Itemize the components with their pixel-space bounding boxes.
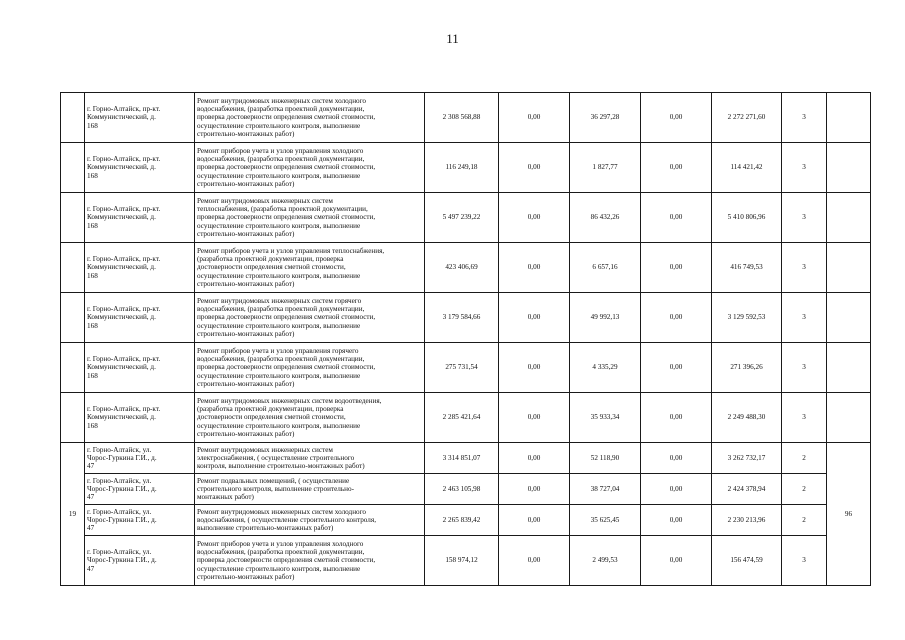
table-row <box>61 93 871 143</box>
fund-a-cell: 0,00 <box>499 93 570 143</box>
fund-b-cell: 36 297,28 <box>570 93 641 143</box>
fund-c-cell: 0,00 <box>641 293 712 343</box>
fund-b-cell: 35 933,34 <box>570 393 641 443</box>
total-cost-cell: 3 314 851,07 <box>425 443 499 474</box>
address-cell: г. Горно-Алтайск, ул. Чорос-Гуркина Г.И., д. 47 <box>85 505 195 536</box>
table-row <box>61 505 871 536</box>
total-cell-empty <box>827 393 871 443</box>
fund-a-cell: 0,00 <box>499 536 570 586</box>
fund-b-cell: 35 625,45 <box>570 505 641 536</box>
work-description-cell: Ремонт приборов учета и узлов управления холодного водоснабжения, (разработка проектной документации, проверка достоверности определения сметной стоимости, осуществление строительного контроля, выполнение строительно-монтажных работ) <box>195 536 425 586</box>
work-description-cell: Ремонт внутридомовых инженерных систем горячего водоснабжения, (разработка проектной документации, проверка достоверности определения сметной стоимости, осуществление строительного контроля, выполнение строительно-монтажных работ) <box>195 293 425 343</box>
fund-b-cell: 49 992,13 <box>570 293 641 343</box>
total-cost-cell: 3 179 584,66 <box>425 293 499 343</box>
fund-a-cell: 0,00 <box>499 193 570 243</box>
row-number-cell-empty <box>61 143 85 193</box>
method-cell: 3 <box>782 243 827 293</box>
total-cell-empty <box>827 343 871 393</box>
fund-c-cell: 0,00 <box>641 193 712 243</box>
table-row <box>61 443 871 474</box>
fund-a-cell: 0,00 <box>499 443 570 474</box>
total-cost-cell: 2 265 839,42 <box>425 505 499 536</box>
method-cell: 3 <box>782 193 827 243</box>
total-cost-cell: 116 249,18 <box>425 143 499 193</box>
work-description-cell: Ремонт внутридомовых инженерных систем холодного водоснабжения, (разработка проектной документации, проверка достоверности определения сметной стоимости, осуществление строительного контроля, выполнение строительно-монтажных работ) <box>195 93 425 143</box>
method-cell: 3 <box>782 93 827 143</box>
repair-table <box>60 92 871 586</box>
table-row <box>61 293 871 343</box>
fund-a-cell: 0,00 <box>499 505 570 536</box>
fund-c-cell: 0,00 <box>641 393 712 443</box>
total-cell-empty <box>827 93 871 143</box>
address-cell: г. Горно-Алтайск, ул. Чорос-Гуркина Г.И., д. 47 <box>85 443 195 474</box>
fund-b-cell: 2 499,53 <box>570 536 641 586</box>
row-number-cell-empty <box>61 343 85 393</box>
fund-c-cell: 0,00 <box>641 243 712 293</box>
table-row <box>61 536 871 586</box>
table-row <box>61 243 871 293</box>
address-cell: г. Горно-Алтайск, пр-кт. Коммунистический, д. 168 <box>85 93 195 143</box>
row-number-cell-empty <box>61 93 85 143</box>
row-number-cell-empty <box>61 293 85 343</box>
work-description-cell: Ремонт приборов учета и узлов управления горячего водоснабжения, (разработка проектной документации, проверка достоверности определения сметной стоимости, осуществление строительного контроля, выполнение строительно-монтажных работ) <box>195 343 425 393</box>
fund-b-cell: 86 432,26 <box>570 193 641 243</box>
total-cost-cell: 275 731,54 <box>425 343 499 393</box>
address-cell: г. Горно-Алтайск, пр-кт. Коммунистический, д. 168 <box>85 293 195 343</box>
method-cell: 3 <box>782 143 827 193</box>
fund-a-cell: 0,00 <box>499 474 570 505</box>
fund-c-cell: 0,00 <box>641 143 712 193</box>
owners-funds-cell: 2 424 378,94 <box>712 474 782 505</box>
page-number: 11 <box>446 31 459 46</box>
total-cell-empty <box>827 243 871 293</box>
work-description-cell: Ремонт внутридомовых инженерных систем электроснабжения, ( осуществление строительного контроля, выполнение строительно-монтажных работ) <box>195 443 425 474</box>
row-number-cell-empty <box>61 243 85 293</box>
fund-c-cell: 0,00 <box>641 343 712 393</box>
work-description-cell: Ремонт приборов учета и узлов управления холодного водоснабжения, (разработка проектной документации, проверка достоверности определения сметной стоимости, осуществление строительного контроля, выполнение строительно-монтажных работ) <box>195 143 425 193</box>
row-number-cell: 19 <box>61 443 85 586</box>
work-description-cell: Ремонт внутридомовых инженерных систем водоотведения, (разработка проектной документации, проверка достоверности определения сметной стоимости, осуществление строительного контроля, выполнение строительно-монтажных работ) <box>195 393 425 443</box>
total-cell-empty <box>827 193 871 243</box>
work-description-cell: Ремонт приборов учета и узлов управления теплоснабжения, (разработка проектной документации, проверка достоверности определения сметной стоимости, осуществление строительного контроля, выполнение строительно-монтажных работ) <box>195 243 425 293</box>
table-row <box>61 393 871 443</box>
fund-a-cell: 0,00 <box>499 343 570 393</box>
total-cell-empty <box>827 293 871 343</box>
total-cost-cell: 2 308 568,88 <box>425 93 499 143</box>
owners-funds-cell: 5 410 806,96 <box>712 193 782 243</box>
fund-a-cell: 0,00 <box>499 393 570 443</box>
table-row <box>61 143 871 193</box>
owners-funds-cell: 156 474,59 <box>712 536 782 586</box>
fund-b-cell: 1 827,77 <box>570 143 641 193</box>
fund-b-cell: 52 118,90 <box>570 443 641 474</box>
fund-a-cell: 0,00 <box>499 293 570 343</box>
address-cell: г. Горно-Алтайск, пр-кт. Коммунистический, д. 168 <box>85 243 195 293</box>
method-cell: 2 <box>782 474 827 505</box>
total-cost-cell: 5 497 239,22 <box>425 193 499 243</box>
work-description-cell: Ремонт подвальных помещений, ( осуществление строительного контроля, выполнение строительно- монтажных работ) <box>195 474 425 505</box>
total-cost-cell: 158 974,12 <box>425 536 499 586</box>
method-cell: 3 <box>782 536 827 586</box>
owners-funds-cell: 114 421,42 <box>712 143 782 193</box>
method-cell: 2 <box>782 443 827 474</box>
fund-c-cell: 0,00 <box>641 93 712 143</box>
owners-funds-cell: 2 272 271,60 <box>712 93 782 143</box>
address-cell: г. Горно-Алтайск, ул. Чорос-Гуркина Г.И., д. 47 <box>85 536 195 586</box>
total-cost-cell: 2 285 421,64 <box>425 393 499 443</box>
owners-funds-cell: 2 249 488,30 <box>712 393 782 443</box>
fund-a-cell: 0,00 <box>499 243 570 293</box>
total-cost-cell: 423 406,69 <box>425 243 499 293</box>
owners-funds-cell: 271 396,26 <box>712 343 782 393</box>
table-row <box>61 474 871 505</box>
address-cell: г. Горно-Алтайск, ул. Чорос-Гуркина Г.И., д. 47 <box>85 474 195 505</box>
work-description-cell: Ремонт внутридомовых инженерных систем теплоснабжения, (разработка проектной документации, проверка достоверности определения сметной стоимости, осуществление строительного контроля, выполнение строительно-монтажных работ) <box>195 193 425 243</box>
method-cell: 3 <box>782 393 827 443</box>
owners-funds-cell: 3 262 732,17 <box>712 443 782 474</box>
work-description-cell: Ремонт внутридомовых инженерных систем холодного водоснабжения, ( осуществление строительного контроля, выполнение строительно-монтажных работ) <box>195 505 425 536</box>
table-row <box>61 343 871 393</box>
total-cell-empty <box>827 143 871 193</box>
fund-b-cell: 6 657,16 <box>570 243 641 293</box>
owners-funds-cell: 2 230 213,96 <box>712 505 782 536</box>
row-number-cell-empty <box>61 393 85 443</box>
address-cell: г. Горно-Алтайск, пр-кт. Коммунистический, д. 168 <box>85 193 195 243</box>
owners-funds-cell: 3 129 592,53 <box>712 293 782 343</box>
table-row <box>61 193 871 243</box>
fund-c-cell: 0,00 <box>641 474 712 505</box>
fund-c-cell: 0,00 <box>641 443 712 474</box>
method-cell: 3 <box>782 293 827 343</box>
method-cell: 3 <box>782 343 827 393</box>
fund-b-cell: 4 335,29 <box>570 343 641 393</box>
fund-a-cell: 0,00 <box>499 143 570 193</box>
row-number-cell-empty <box>61 193 85 243</box>
address-cell: г. Горно-Алтайск, пр-кт. Коммунистический, д. 168 <box>85 143 195 193</box>
method-cell: 2 <box>782 505 827 536</box>
total-cost-cell: 2 463 105,98 <box>425 474 499 505</box>
address-cell: г. Горно-Алтайск, пр-кт. Коммунистический, д. 168 <box>85 343 195 393</box>
fund-c-cell: 0,00 <box>641 505 712 536</box>
owners-funds-cell: 416 749,53 <box>712 243 782 293</box>
total-cell: 96 <box>827 443 871 586</box>
address-cell: г. Горно-Алтайск, пр-кт. Коммунистический, д. 168 <box>85 393 195 443</box>
fund-c-cell: 0,00 <box>641 536 712 586</box>
fund-b-cell: 38 727,04 <box>570 474 641 505</box>
